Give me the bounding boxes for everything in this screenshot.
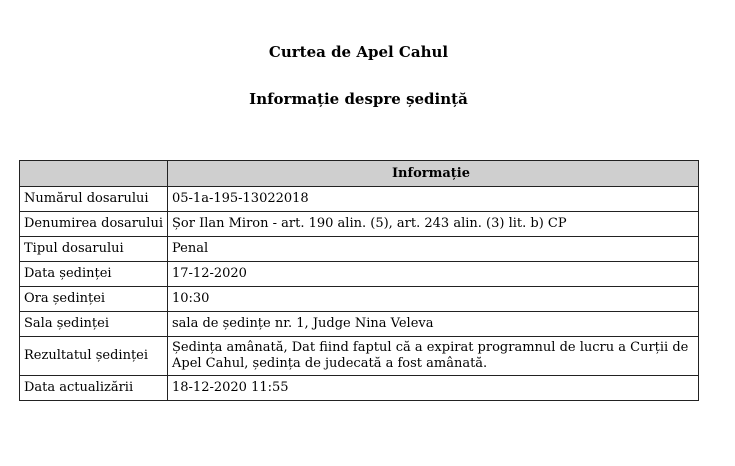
table-corner-cell xyxy=(20,161,168,187)
court-name: Curtea de Apel Cahul xyxy=(268,43,449,61)
row-label-hearing-date: Data ședinței xyxy=(20,262,168,287)
row-value-hearing-date: 17-12-2020 xyxy=(167,262,698,287)
row-label-hearing-room: Sala ședinței xyxy=(20,312,168,337)
table-row xyxy=(20,376,699,401)
row-value-updated-date: 18-12-2020 11:55 xyxy=(167,376,698,401)
row-value-hearing-room: sala de ședințe nr. 1, Judge Nina Veleva xyxy=(167,312,698,337)
column-header-information: Informație xyxy=(167,161,698,187)
row-label-case-number: Numărul dosarului xyxy=(20,187,168,212)
row-label-hearing-time: Ora ședinței xyxy=(20,287,168,312)
table-row xyxy=(20,187,699,212)
page-title: Informație despre ședință xyxy=(249,90,468,108)
row-label-hearing-result: Rezultatul ședinței xyxy=(20,337,168,376)
row-value-case-type: Penal xyxy=(167,237,698,262)
table-row xyxy=(20,337,699,376)
table-row xyxy=(20,312,699,337)
table-row xyxy=(20,287,699,312)
row-label-case-type: Tipul dosarului xyxy=(20,237,168,262)
row-value-hearing-result: Ședința amânată, Dat fiind faptul că a expirat programnul de lucru a Curții de Apel Cahul, ședința de judecată a fost amânată. xyxy=(167,337,698,376)
row-value-case-name: Șor Ilan Miron - art. 190 alin. (5), art. 243 alin. (3) lit. b) CP xyxy=(167,212,698,237)
hearing-info-table xyxy=(19,160,699,401)
row-value-hearing-time: 10:30 xyxy=(167,287,698,312)
table-row xyxy=(20,237,699,262)
row-label-case-name: Denumirea dosarului xyxy=(20,212,168,237)
table-row xyxy=(20,262,699,287)
row-label-updated-date: Data actualizării xyxy=(20,376,168,401)
table-header-row xyxy=(20,161,699,187)
table-row xyxy=(20,212,699,237)
row-value-case-number: 05-1a-195-13022018 xyxy=(167,187,698,212)
